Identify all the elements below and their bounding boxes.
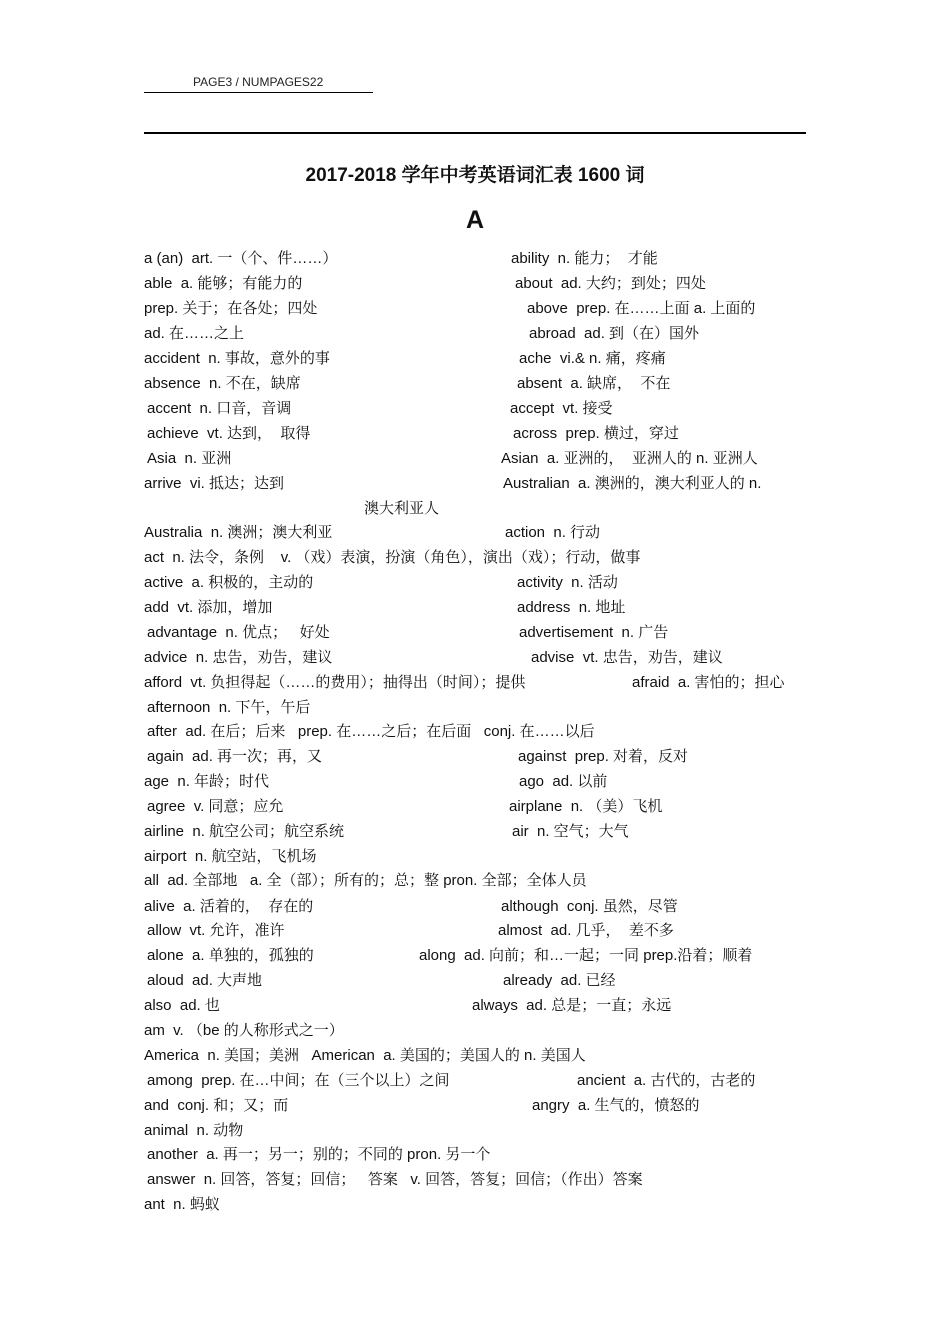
vocab-entry: arrive vi. 抵达；达到 [144, 475, 285, 492]
vocab-entry: another a. 再一；另一；别的；不同的 pron. 另一个 [147, 1146, 491, 1163]
vocab-entry: ache vi.& n. 痛，疼痛 [519, 350, 666, 367]
vocab-entry: advertisement n. 广告 [519, 624, 669, 641]
header-divider [144, 132, 806, 134]
vocab-entry: air n. 空气；大气 [512, 823, 629, 840]
vocab-entry: ancient a. 古代的，古老的 [577, 1072, 756, 1089]
vocab-entry: allow vt. 允许，准许 [147, 922, 285, 939]
vocab-entry: prep. 关于；在各处；四处 [144, 300, 318, 317]
vocab-entry: all ad. 全部地 a. 全（部）；所有的；总；整 pron. 全部；全体人员 [144, 872, 587, 889]
vocab-entry: age n. 年龄；时代 [144, 773, 270, 790]
vocab-entry: after ad. 在后；后来 prep. 在……之后；在后面 conj. 在……以后 [147, 723, 595, 740]
vocab-entry: and conj. 和；又；而 [144, 1097, 289, 1114]
vocab-entry: ad. 在……之上 [144, 325, 245, 342]
vocab-entry: ago ad. 以前 [519, 773, 608, 790]
vocab-entry: advice n. 忠告，劝告，建议 [144, 649, 333, 666]
vocab-entry: accent n. 口音，音调 [147, 400, 292, 417]
vocab-entry: afraid a. 害怕的；担心 [632, 674, 785, 691]
vocab-entry: Australia n. 澳洲；澳大利亚 [144, 524, 333, 541]
vocab-entry: add vt. 添加，增加 [144, 599, 273, 616]
vocab-entry: aloud ad. 大声地 [147, 972, 263, 989]
vocab-entry: abroad ad. 到（在）国外 [529, 325, 700, 342]
vocab-entry: across prep. 横过，穿过 [513, 425, 679, 442]
vocab-entry: America n. 美国；美洲 American a. 美国的；美国人的 n. 美国人 [144, 1047, 586, 1064]
vocab-entry: afternoon n. 下午，午后 [147, 699, 311, 716]
vocab-entry: again ad. 再一次；再，又 [147, 748, 323, 765]
vocab-entry: agree v. 同意；应允 [147, 798, 284, 815]
vocab-entry: Australian a. 澳洲的，澳大利亚人的 n. [503, 475, 762, 492]
vocab-entry: absent a. 缺席， 不在 [517, 375, 671, 392]
vocab-entry: ability n. 能力； 才能 [511, 250, 658, 267]
vocab-entry: against prep. 对着，反对 [518, 748, 689, 765]
vocab-entry: achieve vt. 达到， 取得 [147, 425, 311, 442]
vocab-entry: alone a. 单独的，孤独的 [147, 947, 314, 964]
vocab-entry: about ad. 大约；到处；四处 [515, 275, 706, 292]
vocab-entry: Asia n. 亚洲 [147, 450, 232, 467]
page-number-field: PAGE3 / NUMPAGES22 [193, 75, 324, 89]
vocab-entry: afford vt. 负担得起（……的费用）；抽得出（时间）；提供 [144, 674, 526, 691]
vocab-entry: address n. 地址 [517, 599, 626, 616]
vocab-entry: although conj. 虽然，尽管 [501, 898, 678, 915]
vocab-entry: absence n. 不在，缺席 [144, 375, 301, 392]
vocab-entry: accident n. 事故，意外的事 [144, 350, 330, 367]
vocab-entry: alive a. 活着的， 存在的 [144, 898, 314, 915]
vocab-entry: among prep. 在…中间；在（三个以上）之间 [147, 1072, 450, 1089]
vocab-entry: accept vt. 接受 [510, 400, 613, 417]
vocab-entry: airplane n. （美）飞机 [509, 798, 663, 815]
vocab-entry: a (an) art. 一（个、件……） [144, 250, 338, 267]
vocab-entry: advantage n. 优点； 好处 [147, 624, 330, 641]
vocab-entry: answer n. 回答，答复；回信； 答案 v. 回答，答复；回信；（作出）答案 [147, 1171, 643, 1188]
vocab-entry: able a. 能够；有能力的 [144, 275, 303, 292]
document-title: 2017-2018 学年中考英语词汇表 1600 词 [305, 165, 645, 186]
vocab-entry: active a. 积极的，主动的 [144, 574, 314, 591]
section-heading-a: A [465, 206, 485, 234]
vocab-entry: angry a. 生气的，愤怒的 [532, 1097, 700, 1114]
vocab-entry: along ad. 向前；和…一起；一同 prep.沿着；顺着 [419, 947, 753, 964]
vocab-entry: advise vt. 忠告，劝告，建议 [531, 649, 723, 666]
vocab-entry: animal n. 动物 [144, 1122, 244, 1139]
vocab-entry: am v. （be 的人称形式之一） [144, 1022, 344, 1039]
vocab-entry: airport n. 航空站，飞机场 [144, 848, 317, 865]
vocab-entry: already ad. 已经 [503, 972, 616, 989]
vocab-entry-continuation: 澳大利亚人 [364, 500, 440, 517]
vocab-entry: almost ad. 几乎， 差不多 [498, 922, 674, 939]
vocab-entry: act n. 法令，条例 v. （戏）表演，扮演（角色），演出（戏）；行动，做事 [144, 549, 641, 566]
vocab-entry: activity n. 活动 [517, 574, 618, 591]
vocab-entry: also ad. 也 [144, 997, 220, 1014]
vocab-entry: above prep. 在……上面 a. 上面的 [527, 300, 756, 317]
vocab-entry: Asian a. 亚洲的， 亚洲人的 n. 亚洲人 [501, 450, 758, 467]
vocab-entry: action n. 行动 [505, 524, 601, 541]
header-underline [144, 92, 373, 93]
vocab-entry: ant n. 蚂蚁 [144, 1196, 220, 1213]
vocab-entry: airline n. 航空公司；航空系统 [144, 823, 345, 840]
vocab-entry: always ad. 总是；一直；永远 [472, 997, 672, 1014]
